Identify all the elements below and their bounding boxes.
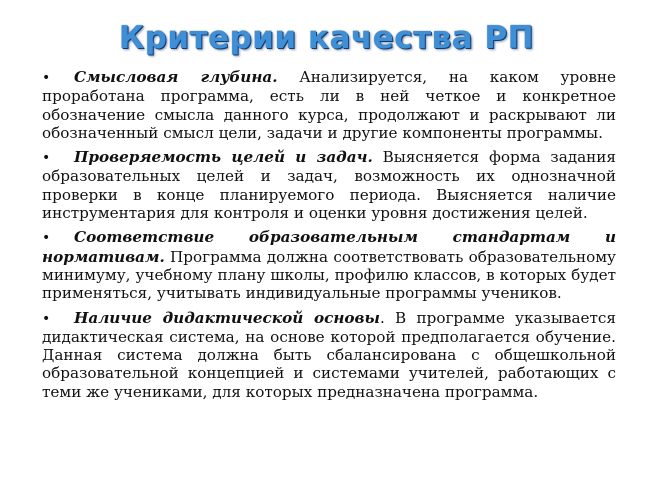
bullet-icon: • bbox=[42, 310, 51, 327]
criteria-item-verifiability bbox=[42, 148, 616, 222]
criteria-description: . В программе указывается дидактическая система, на основе которой предполагается обучение. Данная система должна быть сбалансирована с общешкольной образовательной концепцией и системами учителей, работающих с теми же учениками, для которых предназначена программа. bbox=[42, 308, 616, 401]
criteria-description: Выясняется форма задания образовательных целей и задач, возможность их однозначной проверки в конце планируемого периода. Выясняется наличие инструментария для контроля и оценки уровня достижения целей. bbox=[42, 148, 616, 223]
criteria-list bbox=[42, 68, 616, 407]
criteria-item-standards bbox=[42, 228, 616, 302]
criteria-description: Анализируется, на каком уровне проработана программа, есть ли в ней четкое и конкретное обозначение смысла данного курса, продолжают и раскрывают ли обозначенный смысл цели, задачи и другие компоненты программы. bbox=[42, 68, 616, 142]
criteria-term: Смысловая глубина. bbox=[74, 68, 278, 86]
bullet-icon: • bbox=[42, 70, 51, 86]
bullet-icon: • bbox=[42, 150, 51, 167]
criteria-item-semantic-depth bbox=[42, 68, 616, 142]
criteria-item-didactic-basis bbox=[42, 309, 616, 401]
bullet-icon: • bbox=[42, 230, 51, 247]
criteria-term: Наличие дидактической основы bbox=[74, 308, 380, 327]
slide-title: Критерии качества РП bbox=[118, 20, 535, 56]
criteria-description: Программа должна соответствовать образовательному минимуму, учебному плану школы, профилю классов, в которых будет применяться, учитывать индивидуальные программы учеников. bbox=[42, 247, 616, 303]
criteria-term: Соответствие образовательным стандартам и нормативам. bbox=[42, 228, 616, 266]
criteria-term: Проверяемость целей и задач. bbox=[74, 148, 373, 167]
